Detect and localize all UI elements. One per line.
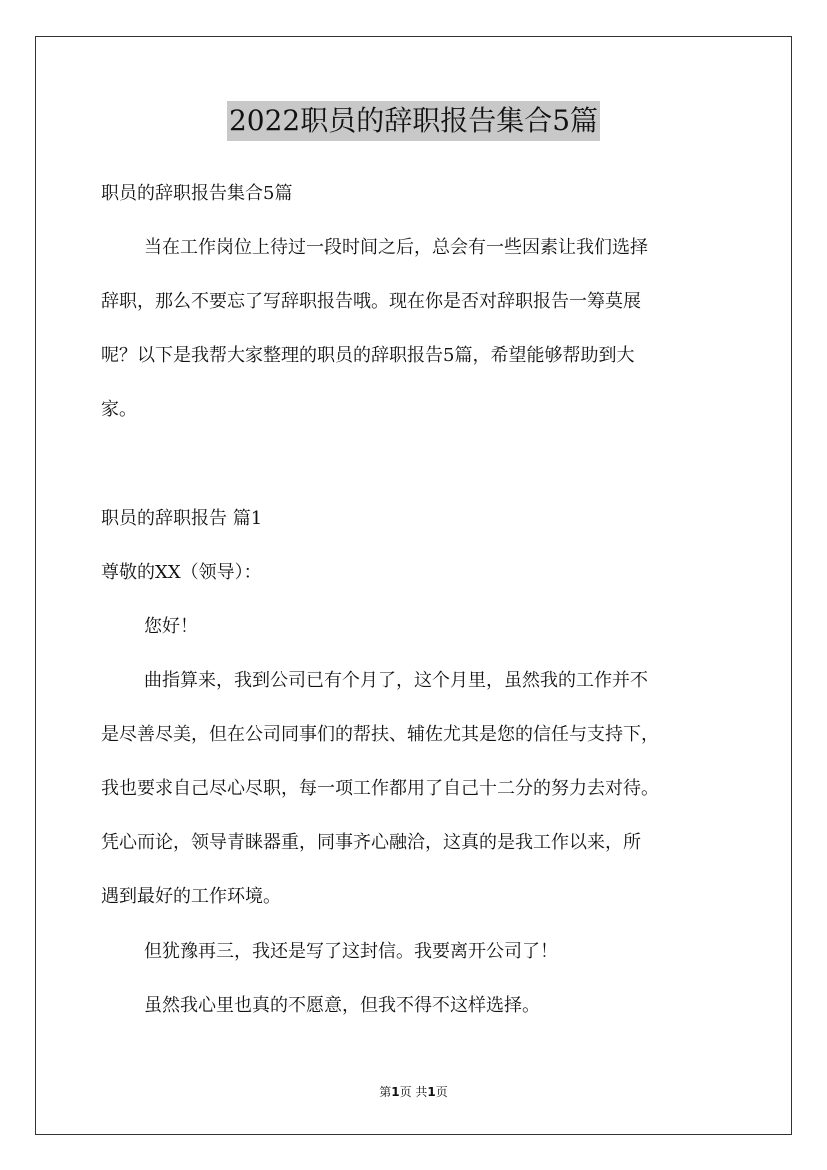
paragraph-2: 但犹豫再三，我还是写了这封信。我要离开公司了！ bbox=[144, 941, 558, 962]
paragraph-3: 虽然我心里也真的不愿意，但我不得不这样选择。 bbox=[144, 995, 540, 1016]
body-line-3: 我也要求自己尽心尽职，每一项工作都用了自己十二分的努力去对待。 bbox=[101, 778, 659, 799]
footer-page-total: 1 bbox=[427, 1085, 436, 1099]
footer-page-number: 1 bbox=[391, 1085, 400, 1099]
footer-prefix: 第 bbox=[379, 1085, 392, 1099]
title-wrapper bbox=[0, 101, 827, 141]
greeting: 您好！ bbox=[144, 616, 198, 637]
intro-line-4: 家。 bbox=[101, 399, 137, 420]
footer-mid: 页 共 bbox=[399, 1085, 428, 1099]
section-heading: 职员的辞职报告 篇1 bbox=[101, 508, 263, 529]
intro-line-2: 辞职，那么不要忘了写辞职报告哦。现在你是否对辞职报告一筹莫展 bbox=[101, 291, 641, 312]
intro-line-3: 呢？以下是我帮大家整理的职员的辞职报告5篇，希望能够帮助到大 bbox=[101, 345, 635, 366]
document-subtitle: 职员的辞职报告集合5篇 bbox=[101, 183, 293, 204]
salutation: 尊敬的XX（领导）： bbox=[101, 562, 262, 583]
document-title: 2022职员的辞职报告集合5篇 bbox=[227, 101, 600, 141]
body-line-5: 遇到最好的工作环境。 bbox=[101, 886, 281, 907]
intro-line-1: 当在工作岗位上待过一段时间之后，总会有一些因素让我们选择 bbox=[144, 237, 648, 258]
page-footer bbox=[0, 1084, 827, 1100]
body-line-2: 是尽善尽美，但在公司同事们的帮扶、辅佐尤其是您的信任与支持下， bbox=[101, 724, 659, 745]
body-line-1: 曲指算来，我到公司已有个月了，这个月里，虽然我的工作并不 bbox=[144, 670, 648, 691]
footer-suffix: 页 bbox=[435, 1085, 448, 1099]
body-line-4: 凭心而论，领导青睐器重，同事齐心融洽，这真的是我工作以来，所 bbox=[101, 832, 641, 853]
